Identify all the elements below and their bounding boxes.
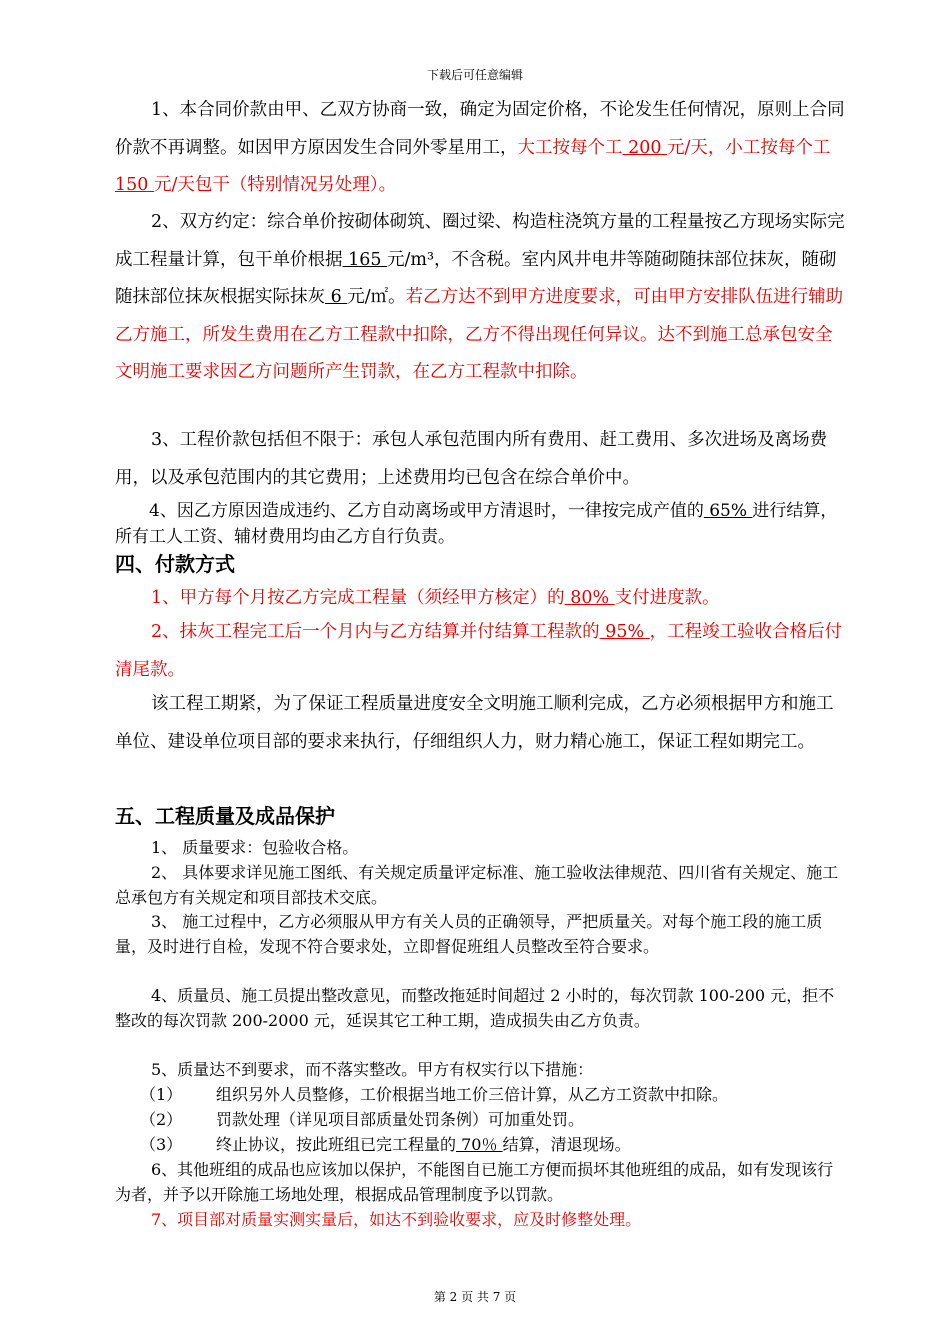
quality-item-7: 7、项目部对质量实测实量后，如达不到验收要求，应及时修整处理。 bbox=[151, 1210, 642, 1229]
clause-4: 4、因乙方原因造成违约、乙方自动离场或甲方清退时，一律按完成产值的 65% 进行结算，所有工人工资、辅材费用均由乙方自行负责。 bbox=[115, 501, 838, 547]
quality-item-6: 6、其他班组的成品也应该加以保护，不能图自已施工方便而损坏其他班组的成品，如有发现该行为者，并予以开除施工场地处理，根据成品管理制度予以罚款。 bbox=[115, 1160, 834, 1204]
measure-2: （2） 罚款处理（详见项目部质量处罚条例）可加重处罚。 bbox=[140, 1110, 585, 1129]
clause-3: 3、工程价款包括但不限于：承包人承包范围内所有费用、赶工费用、多次进场及离场费用，以及承包范围内的其它费用；上述费用均已包含在综合单价中。 bbox=[115, 430, 828, 488]
payment-item-2: 2、抹灰工程完工后一个月内与乙方结算并付结算工程款的 95% ，工程竣工验收合格后付清尾款。 bbox=[115, 622, 843, 680]
schedule-paragraph: 该工程工期紧，为了保证工程质量进度安全文明施工顺利完成，乙方必须根据甲方和施工单位、建设单位项目部的要求来执行，仔细组织人力，财力精心施工，保证工程如期完工。 bbox=[115, 694, 834, 752]
quality-item-1: 1、 质量要求：包验收合格。 bbox=[151, 838, 359, 857]
quality-item-5: 5、质量达不到要求，而不落实整改。甲方有权实行以下措施： bbox=[151, 1060, 594, 1079]
quality-item-3: 3、 施工过程中，乙方必须服从甲方有关人员的正确领导，严把质量关。对每个施工段的施工质量，及时进行自检，发现不符合要求处，立即督促班组人员整改至符合要求。 bbox=[115, 912, 823, 956]
clause-1: 1、本合同价款由甲、乙双方协商一致，确定为固定价格，不论发生任何情况，原则上合同价款不再调整。如因甲方原因发生合同外零星用工，大工按每个工 200 元/天，小工按每个工 150 元/天包干（特别情况另处理）。 bbox=[115, 100, 845, 195]
payment-item-1: 1、甲方每个月按乙方完成工程量（须经甲方核定）的 80% 支付进度款。 bbox=[151, 588, 720, 608]
quality-item-2: 2、 具体要求详见施工图纸、有关规定质量评定标准、施工验收法律规范、四川省有关规定、施工总承包方有关规定和项目部技术交底。 bbox=[115, 863, 839, 907]
section-4-heading: 四、付款方式 bbox=[115, 552, 235, 576]
clause-2: 2、双方约定：综合单价按砌体砌筑、圈过梁、构造柱浇筑方量的工程量按乙方现场实际完成工程量计算，包干单价根据 165 元/m³，不含税。室内风井电井等随砌随抹部位抹灰，随砌随抹部位抹灰根据实际抹灰 6 元/㎡。若乙方达不到甲方进度要求，可由甲方安排队伍进行辅助乙方施工，所发生费用在乙方工程款中扣除，乙方不得出现任何异议。达不到施工总承包安全文明施工要求因乙方问题所产生罚款，在乙方工程款中扣除。 bbox=[115, 212, 845, 382]
section-5-heading: 五、工程质量及成品保护 bbox=[115, 804, 335, 828]
measure-1: （1） 组织另外人员整修，工价根据当地工价三倍计算，从乙方工资款中扣除。 bbox=[140, 1085, 729, 1104]
page-header: 下载后可任意编辑 bbox=[426, 68, 523, 82]
measure-3: （3） 终止协议，按此班组已完工程量的 70％ 结算，清退现场。 bbox=[140, 1135, 631, 1154]
page-footer: 第 2 页 共 7 页 bbox=[433, 1290, 517, 1304]
quality-item-4: 4、质量员、施工员提出整改意见，而整改拖延时间超过 2 小时的，每次罚款 100-200 元，拒不整改的每次罚款 200-2000 元，延误其它工种工期，造成损失由乙方负责。 bbox=[115, 986, 835, 1030]
